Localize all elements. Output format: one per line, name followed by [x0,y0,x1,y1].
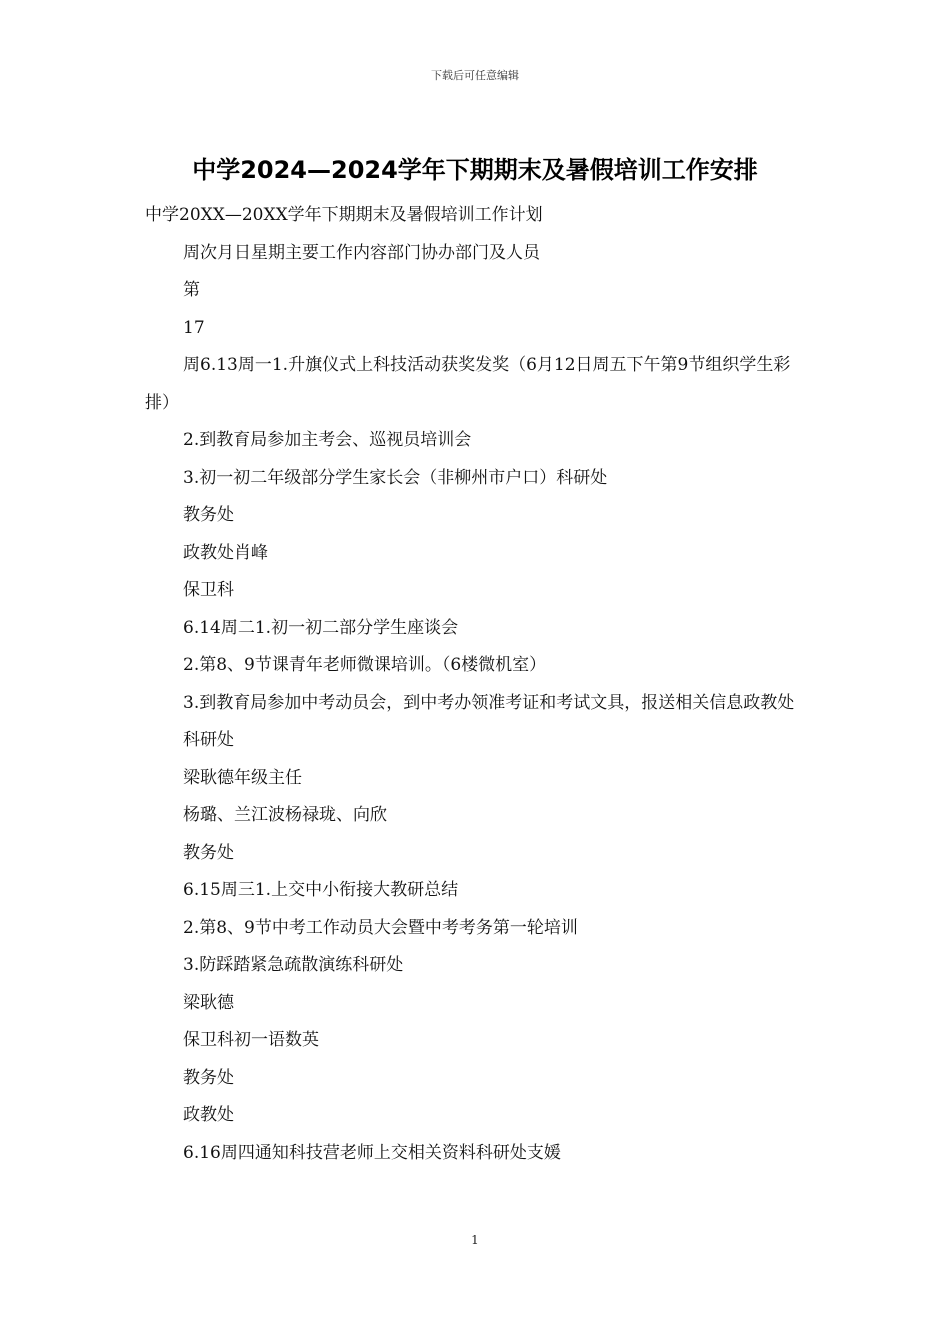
paragraph: 中学20XX—20XX学年下期期末及暑假培训工作计划 [145,205,543,225]
document-title: 中学2024—2024学年下期期末及暑假培训工作安排 [192,156,758,184]
paragraph: 6.16周四通知科技营老师上交相关资料科研处支媛 [183,1142,561,1163]
paragraph: 保卫科 [183,580,234,600]
paragraph: 政教处 [183,1105,234,1125]
paragraph: 17 [183,317,205,338]
paragraph: 科研处 [183,730,234,750]
paragraph: 保卫科初一语数英 [183,1030,319,1050]
paragraph: 2.到教育局参加主考会、巡视员培训会 [183,430,472,450]
paragraph: 教务处 [183,505,234,525]
paragraph: 3.初一初二年级部分学生家长会（非柳州市户口）科研处 [183,467,608,488]
paragraph: 政教处肖峰 [183,542,268,563]
paragraph: 3.到教育局参加中考动员会，到中考办领准考证和考试文具，报送相关信息政教处 [183,692,795,713]
paragraph: 2.第8、9节课青年老师微课培训。（6楼微机室） [183,655,547,675]
paragraph: 周6.13周一1.升旗仪式上科技活动获奖发奖（6月12日周五下午第9节组织学生彩排） [145,355,791,413]
paragraph: 教务处 [183,1067,234,1088]
paragraph: 3.防踩踏紧急疏散演练科研处 [183,955,404,975]
document-body [145,197,810,1172]
page-number: 1 [471,1233,479,1247]
paragraph: 杨璐、兰江波杨禄珑、向欣 [183,805,387,825]
paragraph: 周次月日星期主要工作内容部门协办部门及人员 [183,242,540,263]
paragraph: 梁耿德年级主任 [183,767,302,788]
paragraph: 梁耿德 [183,992,234,1013]
paragraph: 教务处 [183,842,234,863]
paragraph: 6.15周三1.上交中小衔接大教研总结 [183,880,459,900]
paragraph: 第 [183,280,200,300]
page-header-note: 下载后可任意编辑 [431,69,519,82]
paragraph: 6.14周二1.初一初二部分学生座谈会 [183,617,459,638]
paragraph: 2.第8、9节中考工作动员大会暨中考考务第一轮培训 [183,917,578,938]
